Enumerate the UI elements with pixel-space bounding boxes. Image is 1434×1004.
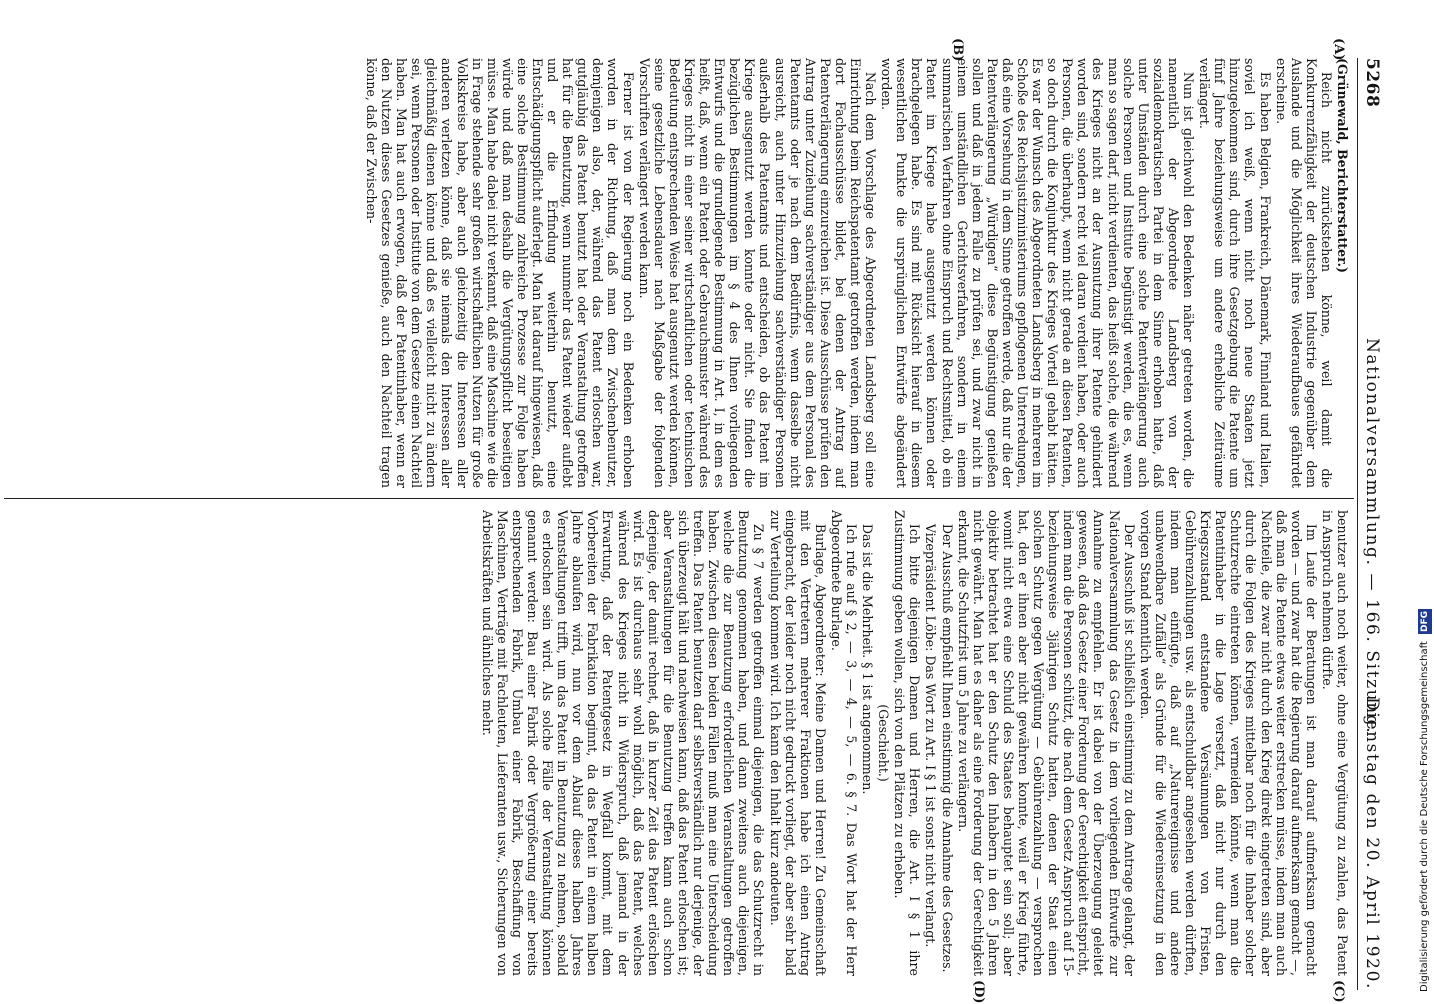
digitization-footer <box>1418 0 1432 1000</box>
paragraph: Ich rufe auf § 2, — 3, — 4, — 5, — 6. § 7. Das Wort hat der Herr Abgeordnete Burlage. <box>828 510 859 976</box>
page-date: Dienstag den 20. April 1920. <box>1362 697 1382 990</box>
paragraph: Im Laufe der Beratungen ist man darauf aufmerksam gemacht worden — und zwar hat die Regierung darauf aufmerksam gemacht —, daß man die Patente etwas weiter erstrecken müsse, indem man auch Nachteile, die zwar nicht durch den Krieg direkt eingetreten sind, aber durch die Folgen des Krieges mittelbar noch für die Inhaber solcher Schutzrechte eintreten können, vermeiden könnte, wenn man die Patentinhaber in die Lage versetzt, daß nicht nur durch den Kriegszustand entstandene Versäumungen von Fristen, Gebührenzahlungen usw. als entschuldbar angesehen werden dürften, indem man einfügte, daß auf „Naturereignisse und andere unabwendbare Zufälle“ als Gründe für die Wiedereinsetzung in den vorigen Stand kenntlich werden. <box>1137 510 1319 976</box>
paragraph: Ich bitte diejenigen Damen und Herren, die Art. I § 1 ihre Zustimmung geben wollen, sich von den Plätzen zu erheben. <box>892 510 923 976</box>
right-column <box>8 510 1350 976</box>
paragraph: Das ist die Mehrheit. § 1 ist angenommen. <box>860 523 876 795</box>
margin-marker-c: (C) <box>1331 980 1346 1003</box>
paragraph: benutzer auch noch weiter, ohne eine Vergütung zu zahlen, das Patent in Anspruch nehmen dürfte. <box>1319 510 1350 976</box>
paragraph: Nun ist gleichwohl den Bedenken näher getreten worden, die namentlich der Abgeordnete Landsberg von der sozialdemokratischen Partei in dem Sinne erhoben hatte, daß unter Umständen durch eine solche Patentverlängerung auch solche Personen und Institute begünstigt werden, die es, wenn man so sagen darf, nicht verdienten, das heißt solche, die während des Krieges nicht an der Ausnutzung ihrer Patente gehindert worden sind, sondern recht viel daran verdient haben, oder auch Personen, die überhaupt, wenn nicht gerade an diesen Patenten, so doch durch die Konjunktur des Krieges Vorteil gehabt hätten. Es war der Wunsch des Abgeordneten Landsberg in mehreren im Schoße des Reichsjustizministeriums gepflogenen Unterredungen, daß eine Vorsehung in dem Sinne getroffen werde, daß nur die der Patentverlängerung „Würdigen“ diese Begünstigung genießen sollen und daß in jedem Falle zu prüfen sei, und zwar nicht in einem umständlichen Gerichtsverfahren, sondern in einem summarischen Verfahren ohne Einspruch und Rechtsmittel, ob ein Patent im Kriege habe ausgenutzt werden können oder brachgelegen habe. Es sind mit Rücksicht hierauf in diesem wesentlichen Punkte die ursprünglichen Entwürfe abgeändert worden. <box>879 58 1197 488</box>
paragraph: Nach dem Vorschlage des Abgeordneten Landsberg soll eine Einrichtung beim Reichspatentamt getroffen werden, indem man dort Fachausschüsse bildet, bei denen der Antrag auf Patentverlängerung einzureichen ist. Diese Ausschüsse prüfen den Antrag unter Zuziehung sachverständiger aus dem Personal des Patentamts oder je nach dem Bedürfnis, wenn dasselbe nicht ausreicht, auch unter Hinzuziehung sachverständiger Personen außerhalb des Patentamts und entscheiden, ob das Patent im Kriege ausgenutzt werden konnte oder nicht. Sie finden die bezüglichen Bestimmungen im § 4 des Ihnen vorliegenden Entwurfs und die grundlegende Bestimmung in Art. I, in dem es heißt, daß, wenn ein Patent oder Gebrauchsmuster während des Krieges nicht in einer seiner wirtschaftlichen oder technischen Bedeutung entsprechenden Weise hat ausgenutzt werden können, seine gesetzliche Lebensdauer nach Maßgabe der folgenden Vorschriften verlängert werden kann. <box>636 58 879 488</box>
paragraph: Vizepräsident Löbe: Das Wort zu Art. I § 1 ist sonst nicht verlangt. <box>923 523 939 948</box>
page-title: Nationalversammlung. — 166. Sitzung. <box>1362 338 1382 735</box>
stage-direction: (Geschieht.) <box>876 704 892 782</box>
footer-text: Digitalisierung gefördert durch die Deutsche Forschungsgemeinschaft <box>1419 641 1430 992</box>
column-divider <box>4 498 1354 499</box>
paragraph: Zu § 7 werden getroffen einmal diejenigen, die das Schutzrecht in Benutzung genommen haben, und dann zweitens auch diejenigen, welche die zur Benutzung erforderlichen Veranstaltungen getroffen haben. Zwischen diesen beiden Fällen muß man eine Unterscheidung treffen. Das Patent benutzen darf selbstverständlich nur derjenige, der sich überzeugt hält und nachweisen kann, daß das Patent erloschen ist; aber Veranstaltungen für die Benutzung treffen kann auch schon derjenige, der damit rechnet, daß in kurzer Zeit das Patent erlöschen wird. Es ist durchaus sehr wohl möglich, daß das Patent, welches während des Krieges nicht in Widerspruch, daß jemand in der Erwartung, daß der Patentgesetz in Wegfall kommt, mit dem Vorbereiten der Fabrikation beginnt, da das Patent in einem halben Jahre ablaufen wird, nun vor dem Ablauf dieses halben Jahres Veranstaltungen trifft, um das Patent in Benutzung zu nehmen, sobald es erloschen sein wird. Als solche Fälle der Veranstaltung können genannt werden: Bau einer Fabrik oder Vergrößerung einer bereits entsprechenden Fabrik, Umbau einer Fabrik, Beschaffung von Maschinen, Verträge mit Fachleuten, Lieferanten usw., Sicherungen von Arbeitskräften und ähnliches mehr. <box>479 510 767 976</box>
paragraph: Reich nicht zurückstehen könne, weil damit die Konkurrenzfähigkeit der deutschen Industrie gegenüber dem Auslande und die Möglichkeit ihres Wiederaufbaues gefährdet erscheine. <box>1273 58 1334 488</box>
page-number: 5268 <box>1362 58 1382 108</box>
paragraph: Der Ausschuß empfiehlt Ihnen einstimmig die Annahme des Gesetzes. <box>939 523 955 973</box>
left-column <box>8 58 1350 488</box>
speaker-heading: (Grünewald, Berichterstatter.) <box>1335 58 1350 273</box>
paragraph: Burlage, Abgeordneter: Meine Damen und Herren! Zu Gemeinschaft mit den Vertretern mehrerer Fraktionen habe ich einen Antrag eingebracht, der leider noch nicht gedruckt vorliegt, der aber sehr bald zur Verteilung kommen wird. Ich kann den Inhalt kurz andeuten. <box>767 510 828 976</box>
paragraph: Ferner ist von der Regierung noch ein Bedenken erhoben worden in der Richtung, daß man dem Zwischenbenutzer, demjenigen also, der, während das Patent erloschen war, gutgläubig das Patent benutzt hat oder Veranstaltung getroffen hat für die Benutzung, wenn nunmehr das Patent wieder auflebt und er die Erfindung weiterhin benutzt, eine Entschädigungspflicht auferlegt. Man hat darauf hingewiesen, daß eine solche Bestimmung zahlreiche Prozesse zur Folge haben würde und daß man deshalb die Vergütungspflicht beseitigen müsse. Man habe dabei nicht verkannt, daß eine Maschine wie die in Frage stehende sehr großen wirtschaftlichen Nutzen für große Volkskreise habe, aber auch gleichzeitig die Interessen aller anderen verletzen könne, daß sie niemals den Interessen aller gleichmäßig dienen könne und daß es vielleicht nicht zu ändern sei, wenn Personen oder Institute von dem Gesetze einen Nachteil haben. Man hat auch erwogen, daß der Patentinhaber, wenn er den Nutzen dieses Gesetzes genieße, auch den Nachteil tragen könne, daß der Zwischen- <box>364 58 636 488</box>
dfg-logo: DFG <box>1420 610 1430 632</box>
page-header <box>1357 58 1384 990</box>
margin-marker-a: (A) <box>1331 38 1346 61</box>
margin-marker-d: (D) <box>971 980 986 1004</box>
paragraph: Der Ausschuß ist schließlich einstimmig zu dem Antrage gelangt, der Nationalversammlung das Gesetz in dem vorliegenden Entwurfe zur Annahme zu empfehlen. Er ist dabei von der Überzeugung geleitet gewesen, daß das Gesetz einer Forderung der Gerechtigkeit entspricht, indem man die Personen schützt, die nach dem Gesetz Anspruch auf 15- beziehungsweise 3jährigen Schutz hatten, denen der Staat einen solchen Schutz gegen Vergütung — Gebührenzahlung — versprochen hat, den er ihnen aber nicht gewähren konnte, weil er Krieg führte, womit nicht etwa eine Schuld des Staates behauptet sein soll; aber objektiv betrachtet hat er den Schutz den Inhabern in den 5 Jahren nicht gewährt. Man hat es daher als eine Forderung der Gerechtigkeit erkannt, die Schutzfrist um 5 Jahre zu verlängern. <box>955 510 1137 976</box>
margin-marker-b: (B) <box>950 38 965 62</box>
paragraph: Es haben Belgien, Frankreich, Dänemark, Finnland und Italien, soviel ich weiß, wenn nicht noch neue Staaten jetzt hinzugekommen sind, durch ihre Gesetzgebung die Patente um fünf Jahre beziehungsweise um andere erhebliche Zeiträume verlängert. <box>1197 58 1273 488</box>
